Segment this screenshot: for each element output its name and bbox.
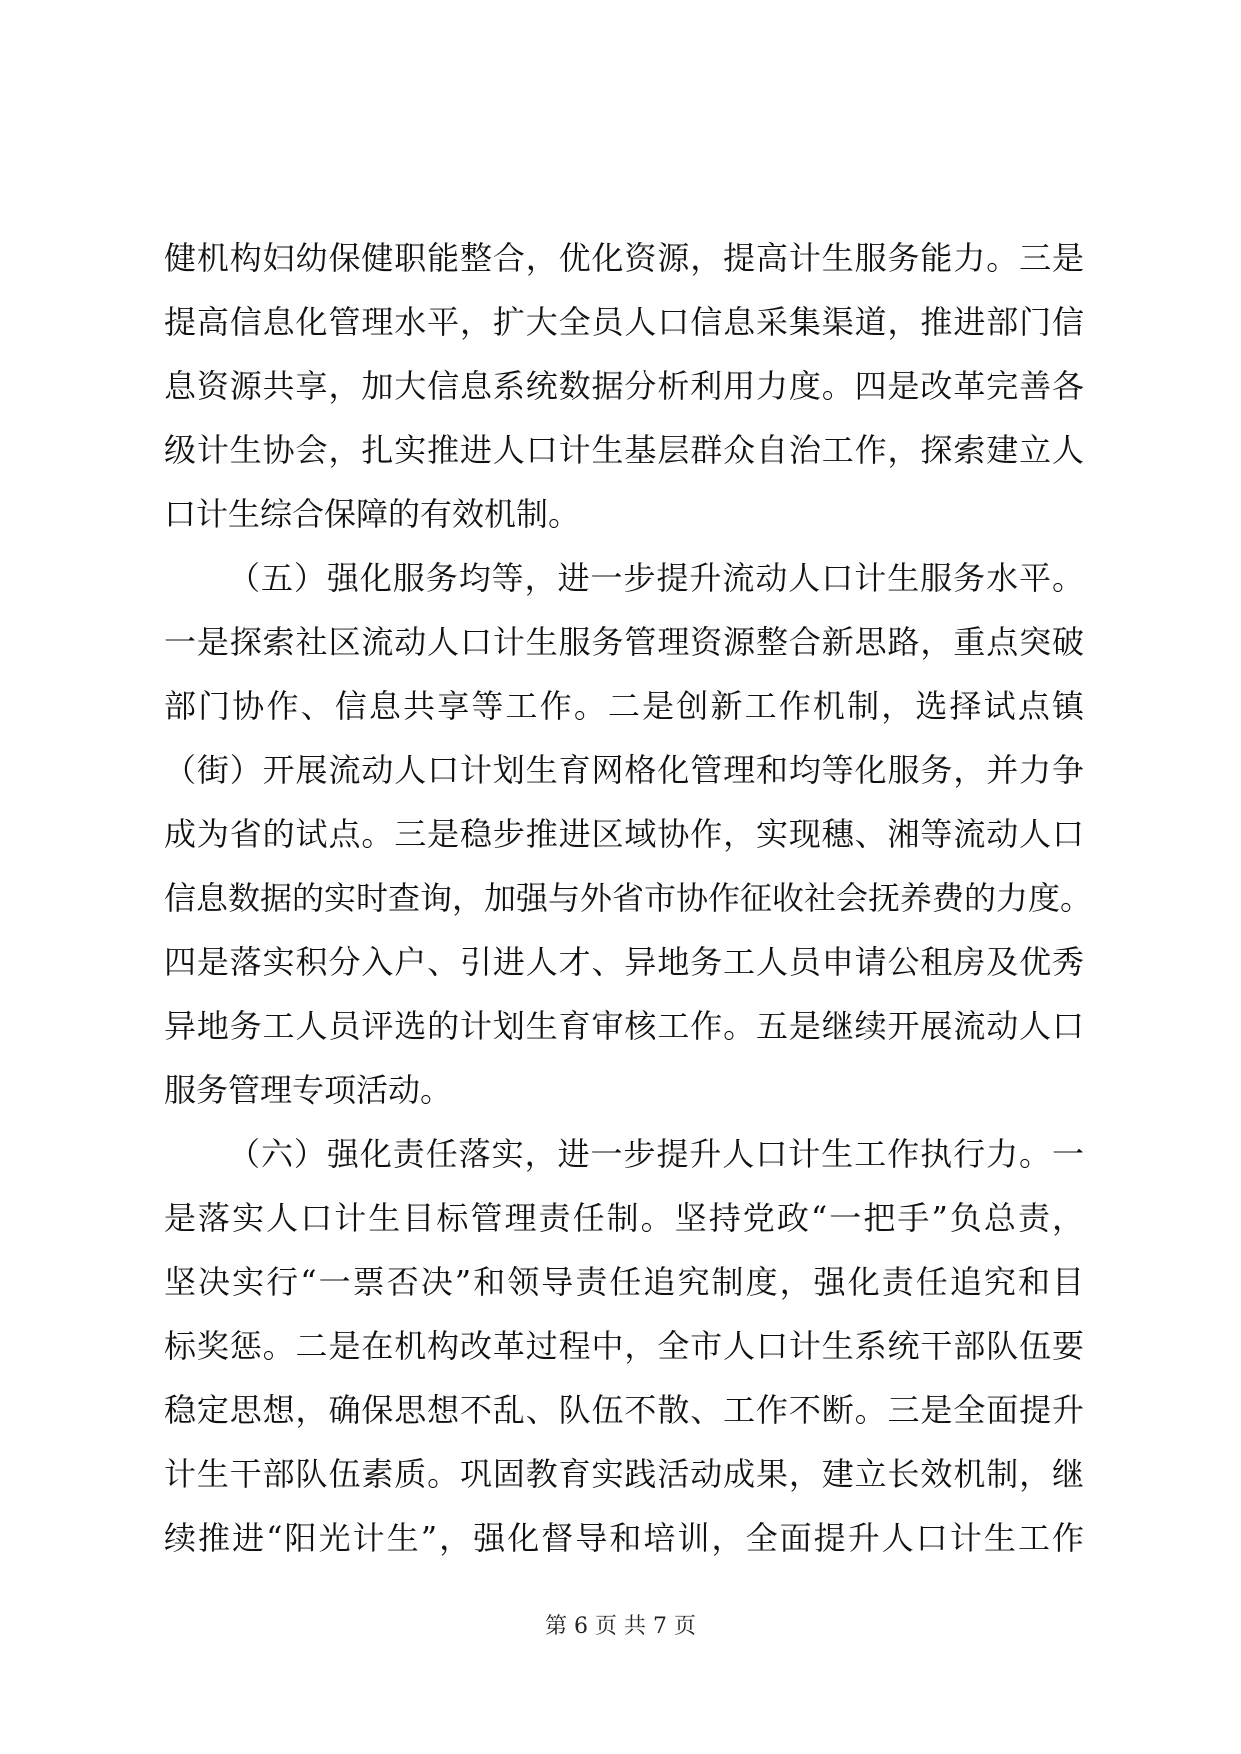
- text-line-7: 一是探索社区流动人口计生服务管理资源整合新思路，重点突破: [164, 623, 1084, 661]
- text-line-3: 息资源共享，加大信息系统数据分析利用力度。四是改革完善各: [164, 367, 1084, 405]
- text-line-4: 级计生协会，扎实推进人口计生基层群众自治工作，探索建立人: [164, 431, 1084, 469]
- text-line-14: 服务管理专项活动。: [164, 1071, 453, 1109]
- section-heading-5: （五）强化服务均等，进一步提升流动人口计生服务水平。: [228, 559, 1084, 597]
- text-line-16: 是落实人口计生目标管理责任制。坚持党政“一把手”负总责，: [164, 1199, 1084, 1237]
- document-body: [164, 226, 1093, 1570]
- text-line-19: 稳定思想，确保思想不乱、队伍不散、工作不断。三是全面提升: [164, 1391, 1084, 1429]
- text-line-17: 坚决实行“一票否决”和领导责任追究制度，强化责任追究和目: [164, 1263, 1084, 1301]
- text-line-10: 成为省的试点。三是稳步推进区域协作，实现穗、湘等流动人口: [164, 815, 1084, 853]
- text-line-21: 续推进“阳光计生”，强化督导和培训，全面提升人口计生工作: [164, 1519, 1084, 1557]
- text-line-8: 部门协作、信息共享等工作。二是创新工作机制，选择试点镇: [164, 687, 1084, 725]
- text-line-5: 口计生综合保障的有效机制。: [164, 495, 581, 533]
- section-heading-6: （六）强化责任落实，进一步提升人口计生工作执行力。一: [228, 1135, 1084, 1173]
- text-line-2: 提高信息化管理水平，扩大全员人口信息采集渠道，推进部门信: [164, 303, 1084, 341]
- text-line-20: 计生干部队伍素质。巩固教育实践活动成果，建立长效机制，继: [164, 1455, 1084, 1493]
- text-line-18: 标奖惩。二是在机构改革过程中，全市人口计生系统干部队伍要: [164, 1327, 1084, 1365]
- text-line-11: 信息数据的实时查询，加强与外省市协作征收社会抚养费的力度。: [164, 879, 1093, 917]
- text-line-13: 异地务工人员评选的计划生育审核工作。五是继续开展流动人口: [164, 1007, 1084, 1045]
- text-line-1: 健机构妇幼保健职能整合，优化资源，提高计生服务能力。三是: [164, 239, 1084, 277]
- page-number-footer: 第 6 页 共 7 页: [545, 1614, 696, 1639]
- text-line-12: 四是落实积分入户、引进人才、异地务工人员申请公租房及优秀: [164, 943, 1084, 981]
- text-line-9: （街）开展流动人口计划生育网格化管理和均等化服务，并力争: [164, 751, 1084, 789]
